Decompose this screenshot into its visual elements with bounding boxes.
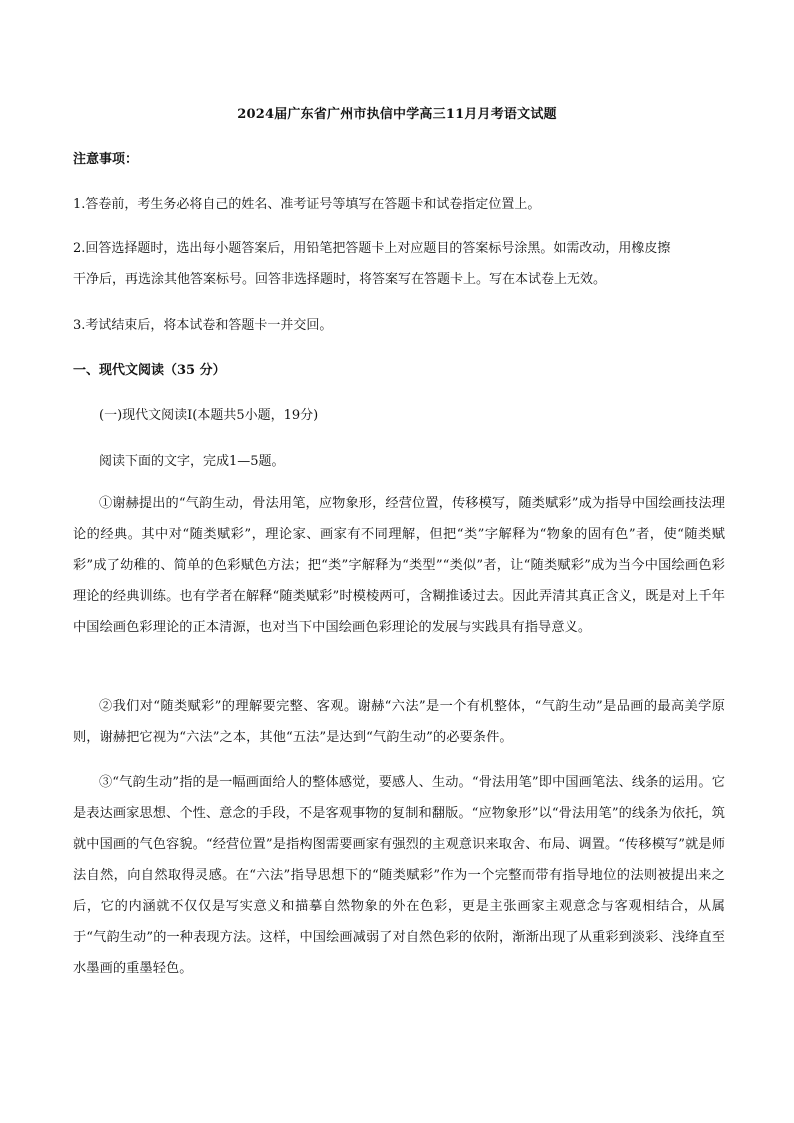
subsection-heading: (一)现代文阅读Ⅰ(本题共5小题，19分) xyxy=(99,408,319,423)
paragraph-1: ①谢赫提出的“气韵生动，骨法用笔，应物象形，经营位置，传移模写，随类赋彩”成为指导中国绘画技法理论的经典。其中对“随类赋彩”，理论家、画家有不同理解，但把“类”字解释为“物象的固有色”者，使“随类赋彩”成了幼稚的、简单的色彩赋色方法；把“类”字解释为“类型”“类似”者，让“随类赋彩”成为当今中国绘画色彩理论的经典训练。也有学者在解释“随类赋彩”时模棱两可，含糊推诿过去。因此弄清其真正含义，既是对上千年中国绘画色彩理论的正本清源，也对当下中国绘画色彩理论的发展与实践具有指导意义。 xyxy=(73,496,725,635)
section-heading: 一、现代文阅读（35 分） xyxy=(73,363,226,378)
notice-item-1: 1.答卷前，考生务必将自己的姓名、准考证号等填写在答题卡和试卷指定位置上。 xyxy=(73,197,541,212)
paragraph-3: ③“气韵生动”指的是一幅画面给人的整体感觉，要感人、生动。“骨法用笔”即中国画笔法、线条的运用。它是表达画家思想、个性、意念的手段，不是客观事物的复制和翻版。“应物象形”以“骨法用笔”的线条为依托，筑就中国画的气色容貌。“经营位置”是指构图需要画家有强烈的主观意识来取舍、布局、调置。“传移模写”就是师法自然，向自然取得灵感。在“六法”指导思想下的“随类赋彩”作为一个完整而带有指导地位的法则被提出来之后，它的内涵就不仅仅是写实意义和描摹自然物象的外在色彩，更是主张画家主观意念与客观相结合，从属于“气韵生动”的一种表现方法。这样，中国绘画减弱了对自然色彩的依附，渐渐出现了从重彩到淡彩、浅绛直至水墨画的重墨轻色。 xyxy=(73,775,725,976)
document-title: 2024届广东省广州市执信中学高三11月月考语文试题 xyxy=(237,107,557,122)
notice-item-2-line-1: 2.回答选择题时，选出每小题答案后，用铅笔把答题卡上对应题目的答案标号涂黑。如需改动，用橡皮擦 xyxy=(73,241,671,256)
notice-heading: 注意事项： xyxy=(73,152,139,167)
notice-item-2-line-2: 干净后，再选涂其他答案标号。回答非选择题时，将答案写在答题卡上。写在本试卷上无效。 xyxy=(73,272,607,287)
reading-instruction: 阅读下面的文字，完成1—5题。 xyxy=(99,454,285,469)
paragraph-2: ②我们对“随类赋彩”的理解要完整、客观。谢赫“六法”是一个有机整体，“气韵生动”是品画的最高美学原则，谢赫把它视为“六法”之本，其他“五法”是达到“气韵生动”的必要条件。 xyxy=(73,699,725,745)
notice-item-3: 3.考试结束后，将本试卷和答题卡一并交回。 xyxy=(73,318,333,333)
